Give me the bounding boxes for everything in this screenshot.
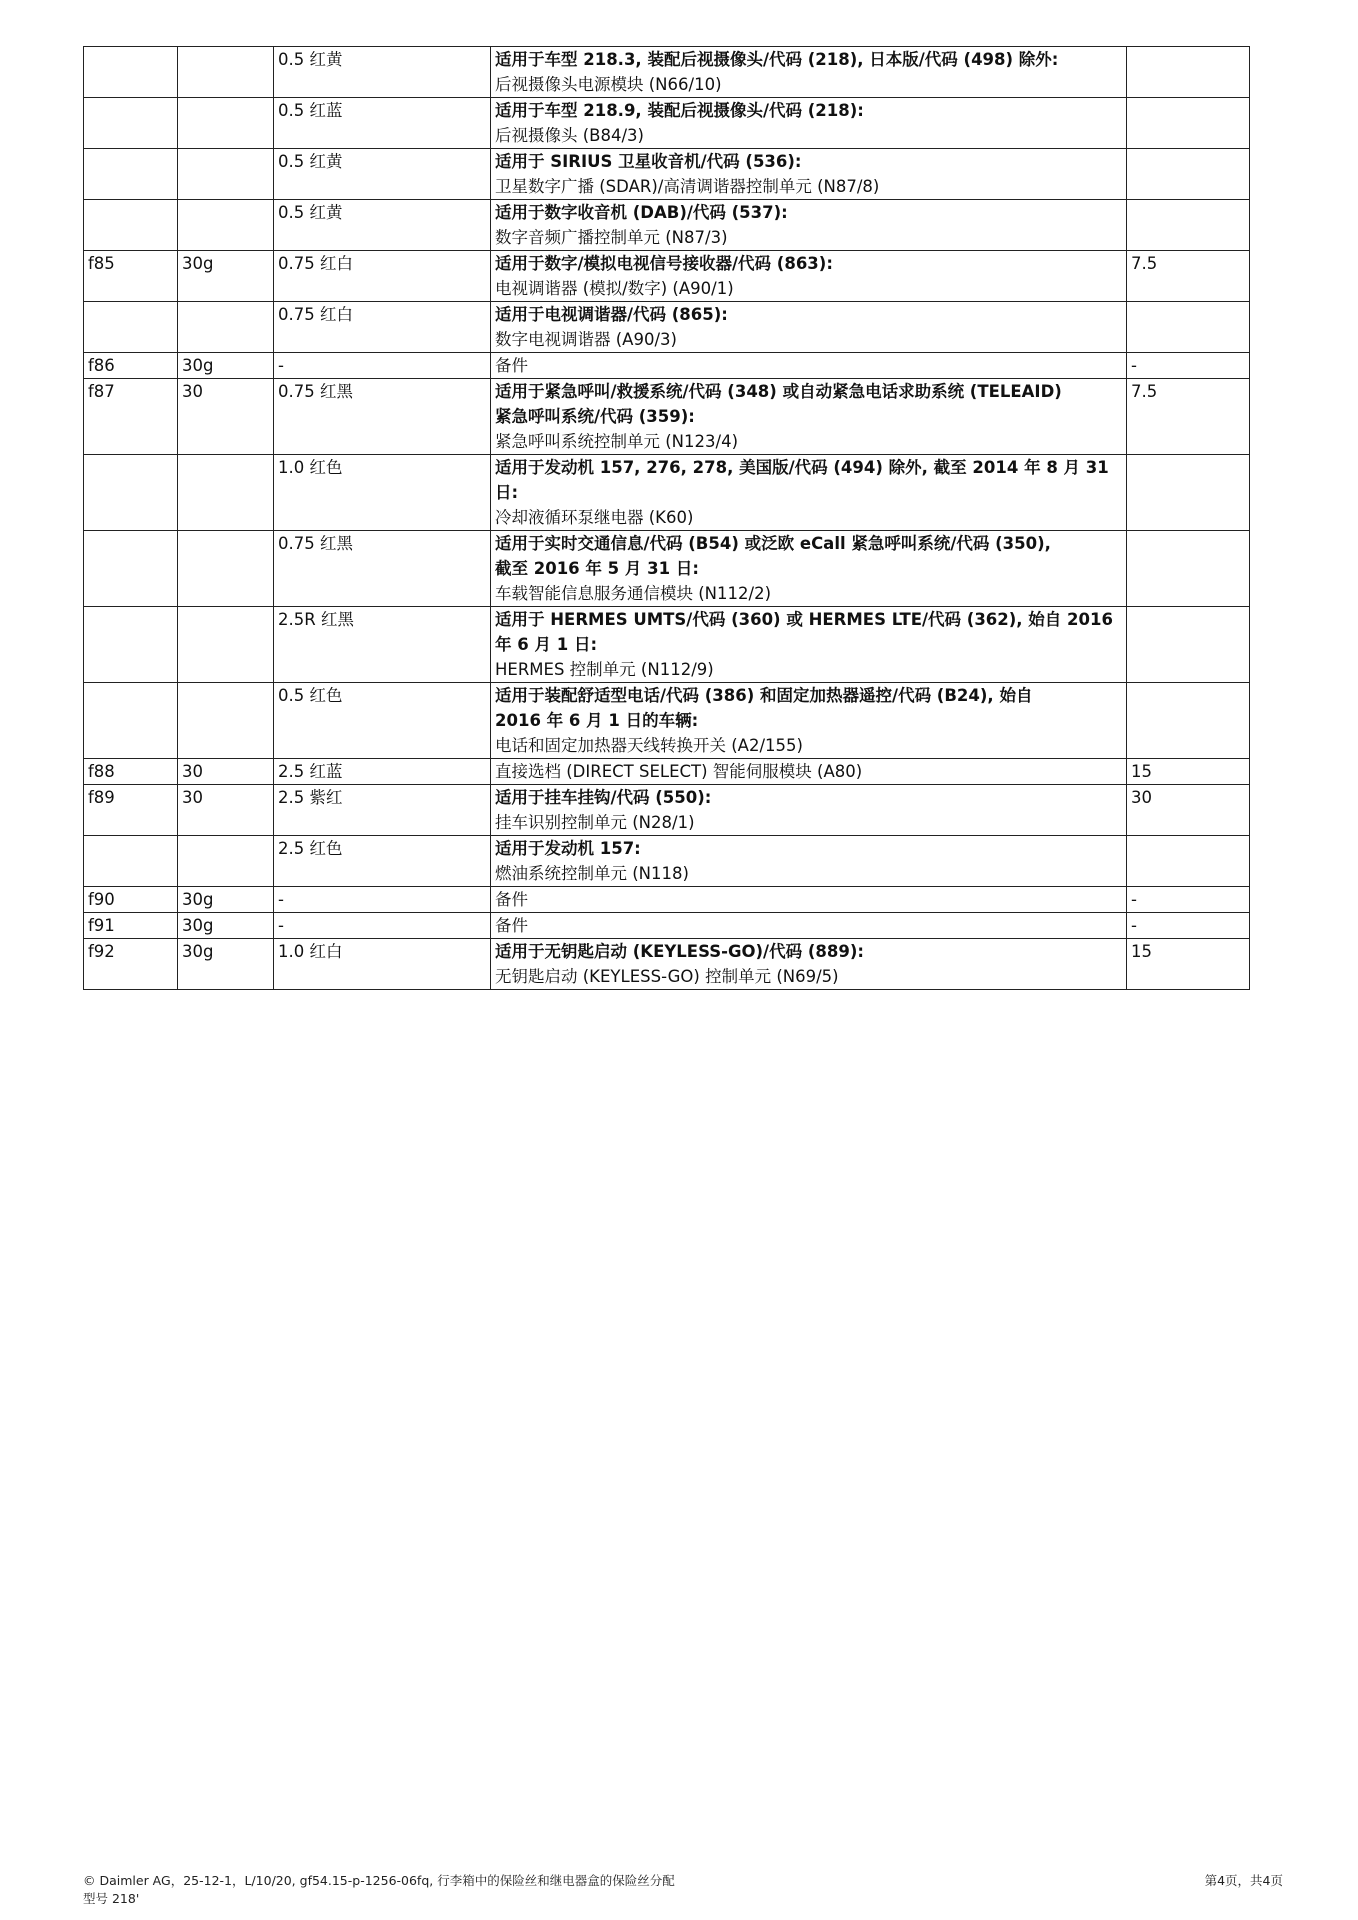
ampere-value-cell (1127, 531, 1250, 607)
condition-text: 适用于电视调谐器/代码 (865): (495, 305, 728, 324)
table-row (84, 200, 1250, 251)
ampere-value-cell: - (1127, 353, 1250, 379)
component-text: 数字音频广播控制单元 (N87/3) (495, 228, 728, 247)
description-cell (491, 939, 1127, 990)
fuse-number-cell (84, 98, 178, 149)
fuse-number-cell (84, 531, 178, 607)
condition-text: 适用于紧急呼叫/救援系统/代码 (348) 或自动紧急电话求助系统 (TELEAID) (495, 382, 1062, 401)
wire-spec-cell: 2.5 红色 (274, 836, 491, 887)
table-row (84, 887, 1250, 913)
component-text: 后视摄像头电源模块 (N66/10) (495, 75, 722, 94)
fuse-rating-cell (178, 302, 274, 353)
fuse-number-cell: f89 (84, 785, 178, 836)
wire-spec-cell: 0.75 红黑 (274, 531, 491, 607)
description-cell (491, 200, 1127, 251)
description-cell (491, 302, 1127, 353)
wire-spec-cell: 1.0 红白 (274, 939, 491, 990)
condition-text: 适用于车型 218.9, 装配后视摄像头/代码 (218): (495, 101, 864, 120)
ampere-value-cell: 30 (1127, 785, 1250, 836)
table-row (84, 607, 1250, 683)
condition-text: 适用于 HERMES UMTS/代码 (360) 或 HERMES LTE/代码 (362), 始自 2016 (495, 610, 1113, 629)
description-cell (491, 913, 1127, 939)
description-cell (491, 759, 1127, 785)
fuse-number-cell: f91 (84, 913, 178, 939)
table-row (84, 353, 1250, 379)
component-text: HERMES 控制单元 (N112/9) (495, 660, 714, 679)
condition-text: 适用于数字/模拟电视信号接收器/代码 (863): (495, 254, 833, 273)
fuse-number-cell (84, 302, 178, 353)
table-row (84, 836, 1250, 887)
wire-spec-cell: - (274, 913, 491, 939)
fuse-number-cell (84, 47, 178, 98)
description-cell (491, 887, 1127, 913)
description-cell (491, 455, 1127, 531)
fuse-rating-cell (178, 531, 274, 607)
description-cell (491, 47, 1127, 98)
fuse-rating-cell: 30 (178, 379, 274, 455)
description-cell (491, 149, 1127, 200)
wire-spec-cell: 1.0 红色 (274, 455, 491, 531)
fuse-rating-cell (178, 149, 274, 200)
condition-text: 紧急呼叫系统/代码 (359): (495, 407, 695, 426)
fuse-number-cell: f86 (84, 353, 178, 379)
fuse-rating-cell: 30g (178, 353, 274, 379)
condition-text: 年 6 月 1 日: (495, 635, 598, 654)
component-text: 车载智能信息服务通信模块 (N112/2) (495, 584, 772, 603)
table-row (84, 98, 1250, 149)
ampere-value-cell (1127, 302, 1250, 353)
wire-spec-cell: 2.5 紫红 (274, 785, 491, 836)
table-row (84, 785, 1250, 836)
condition-text: 适用于 SIRIUS 卫星收音机/代码 (536): (495, 152, 802, 171)
description-cell (491, 251, 1127, 302)
component-text: 电话和固定加热器天线转换开关 (A2/155) (495, 736, 803, 755)
table-row (84, 455, 1250, 531)
component-text: 燃油系统控制单元 (N118) (495, 864, 689, 883)
footer-copyright-line: © Daimler AG，25-12-1，L/10/20, gf54.15-p-1256-06fq, 行李箱中的保险丝和继电器盒的保险丝分配 (83, 1873, 675, 1888)
fuse-rating-cell: 30 (178, 785, 274, 836)
component-text: 电视调谐器 (模拟/数字) (A90/1) (495, 279, 734, 298)
fuse-number-cell (84, 455, 178, 531)
wire-spec-cell: 0.5 红蓝 (274, 98, 491, 149)
description-cell (491, 836, 1127, 887)
condition-text: 适用于发动机 157, 276, 278, 美国版/代码 (494) 除外, 截至 2014 年 8 月 31 (495, 458, 1109, 477)
fuse-rating-cell (178, 836, 274, 887)
wire-spec-cell: 0.5 红色 (274, 683, 491, 759)
table-row (84, 531, 1250, 607)
table-row (84, 913, 1250, 939)
fuse-rating-cell: 30g (178, 913, 274, 939)
fuse-number-cell: f87 (84, 379, 178, 455)
fuse-rating-cell (178, 47, 274, 98)
component-text: 备件 (495, 916, 528, 935)
condition-text: 日: (495, 483, 519, 502)
fuse-table-body (84, 47, 1250, 990)
description-cell (491, 683, 1127, 759)
component-text: 冷却液循环泵继电器 (K60) (495, 508, 694, 527)
component-text: 后视摄像头 (B84/3) (495, 126, 644, 145)
table-row (84, 149, 1250, 200)
fuse-number-cell: f85 (84, 251, 178, 302)
wire-spec-cell: 0.5 红黄 (274, 47, 491, 98)
fuse-number-cell: f88 (84, 759, 178, 785)
table-row (84, 759, 1250, 785)
condition-text: 适用于装配舒适型电话/代码 (386) 和固定加热器遥控/代码 (B24), 始自 (495, 686, 1033, 705)
fuse-rating-cell: 30g (178, 939, 274, 990)
ampere-value-cell: - (1127, 913, 1250, 939)
wire-spec-cell: 0.5 红黄 (274, 200, 491, 251)
wire-spec-cell: 2.5 红蓝 (274, 759, 491, 785)
footer-page-number: 第4页，共4页 (1204, 1873, 1283, 1888)
component-text: 挂车识别控制单元 (N28/1) (495, 813, 695, 832)
ampere-value-cell: 7.5 (1127, 379, 1250, 455)
component-text: 无钥匙启动 (KEYLESS-GO) 控制单元 (N69/5) (495, 967, 839, 986)
component-text: 备件 (495, 890, 528, 909)
ampere-value-cell (1127, 836, 1250, 887)
fuse-allocation-table (83, 46, 1250, 990)
fuse-number-cell (84, 607, 178, 683)
fuse-rating-cell (178, 607, 274, 683)
ampere-value-cell (1127, 200, 1250, 251)
table-row (84, 251, 1250, 302)
ampere-value-cell (1127, 47, 1250, 98)
footer-model-line: 型号 218' (83, 1891, 140, 1906)
component-text: 卫星数字广播 (SDAR)/高清调谐器控制单元 (N87/8) (495, 177, 880, 196)
wire-spec-cell: - (274, 887, 491, 913)
ampere-value-cell (1127, 455, 1250, 531)
condition-text: 适用于无钥匙启动 (KEYLESS-GO)/代码 (889): (495, 942, 864, 961)
description-cell (491, 379, 1127, 455)
fuse-rating-cell: 30 (178, 759, 274, 785)
ampere-value-cell (1127, 683, 1250, 759)
description-cell (491, 353, 1127, 379)
component-text: 备件 (495, 356, 528, 375)
fuse-number-cell (84, 836, 178, 887)
fuse-number-cell (84, 200, 178, 251)
component-text: 紧急呼叫系统控制单元 (N123/4) (495, 432, 739, 451)
wire-spec-cell: 0.75 红白 (274, 251, 491, 302)
component-text: 直接选档 (DIRECT SELECT) 智能伺服模块 (A80) (495, 762, 863, 781)
condition-text: 适用于挂车挂钩/代码 (550): (495, 788, 712, 807)
fuse-number-cell (84, 149, 178, 200)
wire-spec-cell: 2.5R 红黑 (274, 607, 491, 683)
fuse-rating-cell (178, 200, 274, 251)
fuse-rating-cell: 30g (178, 887, 274, 913)
wire-spec-cell: 0.75 红白 (274, 302, 491, 353)
wire-spec-cell: 0.75 红黑 (274, 379, 491, 455)
page-footer (83, 1872, 1283, 1908)
fuse-rating-cell (178, 683, 274, 759)
fuse-rating-cell (178, 98, 274, 149)
ampere-value-cell: - (1127, 887, 1250, 913)
table-row (84, 302, 1250, 353)
ampere-value-cell: 7.5 (1127, 251, 1250, 302)
description-cell (491, 785, 1127, 836)
condition-text: 适用于数字收音机 (DAB)/代码 (537): (495, 203, 788, 222)
table-row (84, 379, 1250, 455)
ampere-value-cell: 15 (1127, 759, 1250, 785)
fuse-number-cell (84, 683, 178, 759)
description-cell (491, 98, 1127, 149)
condition-text: 适用于发动机 157: (495, 839, 641, 858)
condition-text: 2016 年 6 月 1 日的车辆: (495, 711, 699, 730)
fuse-number-cell: f92 (84, 939, 178, 990)
component-text: 数字电视调谐器 (A90/3) (495, 330, 677, 349)
table-row (84, 47, 1250, 98)
table-row (84, 683, 1250, 759)
condition-text: 截至 2016 年 5 月 31 日: (495, 559, 699, 578)
condition-text: 适用于实时交通信息/代码 (B54) 或泛欧 eCall 紧急呼叫系统/代码 (350), (495, 534, 1051, 553)
condition-text: 适用于车型 218.3, 装配后视摄像头/代码 (218), 日本版/代码 (498) 除外: (495, 50, 1059, 69)
description-cell (491, 607, 1127, 683)
fuse-rating-cell (178, 455, 274, 531)
description-cell (491, 531, 1127, 607)
table-row (84, 939, 1250, 990)
ampere-value-cell (1127, 149, 1250, 200)
ampere-value-cell (1127, 98, 1250, 149)
ampere-value-cell: 15 (1127, 939, 1250, 990)
wire-spec-cell: - (274, 353, 491, 379)
fuse-rating-cell: 30g (178, 251, 274, 302)
fuse-number-cell: f90 (84, 887, 178, 913)
wire-spec-cell: 0.5 红黄 (274, 149, 491, 200)
ampere-value-cell (1127, 607, 1250, 683)
